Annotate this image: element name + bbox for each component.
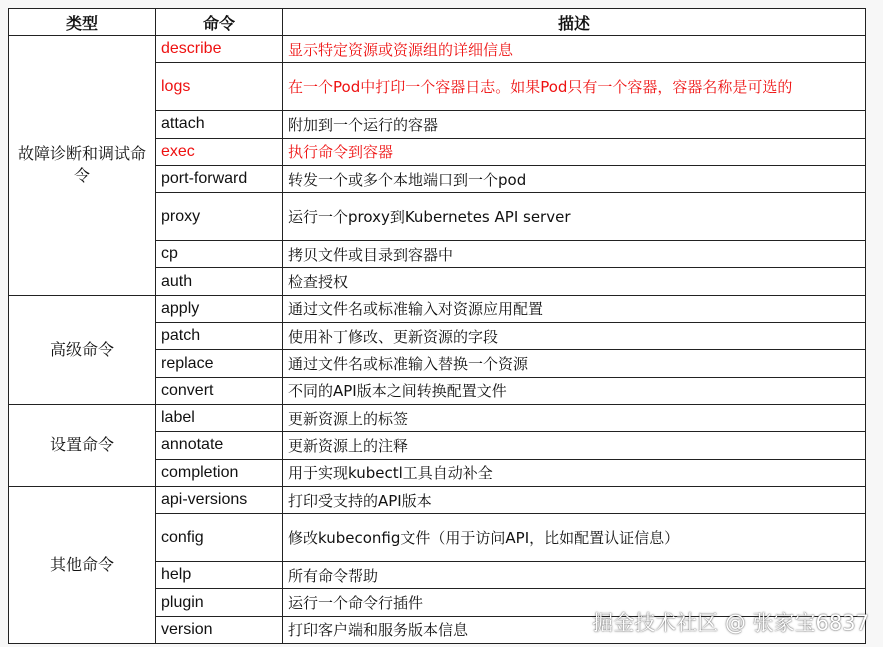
command-cell: help xyxy=(156,562,283,589)
command-cell: version xyxy=(156,616,283,643)
category-cell: 设置命令 xyxy=(9,404,156,486)
description-cell: 运行一个命令行插件 xyxy=(283,589,866,616)
description-cell: 不同的API版本之间转换配置文件 xyxy=(283,377,866,404)
header-type: 类型 xyxy=(9,9,156,36)
description-cell: 附加到一个运行的容器 xyxy=(283,111,866,138)
description-cell: 执行命令到容器 xyxy=(283,138,866,165)
command-cell: apply xyxy=(156,295,283,322)
command-cell: label xyxy=(156,404,283,431)
description-cell: 运行一个proxy到Kubernetes API server xyxy=(283,193,866,241)
description-cell: 修改kubeconfig文件（用于访问API，比如配置认证信息） xyxy=(283,514,866,562)
table-header-row xyxy=(9,9,866,36)
description-cell: 通过文件名或标准输入替换一个资源 xyxy=(283,350,866,377)
command-cell: replace xyxy=(156,350,283,377)
description-cell: 所有命令帮助 xyxy=(283,562,866,589)
command-cell: convert xyxy=(156,377,283,404)
header-command: 命令 xyxy=(156,9,283,36)
command-cell: describe xyxy=(156,36,283,63)
command-cell: proxy xyxy=(156,193,283,241)
description-cell: 用于实现kubectl工具自动补全 xyxy=(283,459,866,486)
description-cell: 转发一个或多个本地端口到一个pod xyxy=(283,165,866,192)
command-cell: logs xyxy=(156,63,283,111)
kubectl-command-table xyxy=(8,8,866,644)
description-cell: 更新资源上的注释 xyxy=(283,432,866,459)
table-row xyxy=(9,404,866,431)
command-cell: auth xyxy=(156,268,283,295)
command-cell: config xyxy=(156,514,283,562)
description-cell: 拷贝文件或目录到容器中 xyxy=(283,241,866,268)
category-cell: 故障诊断和调试命令 xyxy=(9,36,156,296)
watermark: 掘金技术社区 @ 张家宝6837 xyxy=(592,611,869,635)
table-row xyxy=(9,36,866,63)
table-body xyxy=(9,36,866,644)
command-cell: annotate xyxy=(156,432,283,459)
description-cell: 打印客户端和服务版本信息 xyxy=(283,616,866,643)
category-cell: 其他命令 xyxy=(9,486,156,643)
header-description: 描述 xyxy=(283,9,866,36)
description-cell: 打印受支持的API版本 xyxy=(283,486,866,513)
command-cell: exec xyxy=(156,138,283,165)
command-cell: api-versions xyxy=(156,486,283,513)
command-cell: port-forward xyxy=(156,165,283,192)
table-row xyxy=(9,295,866,322)
description-cell: 检查授权 xyxy=(283,268,866,295)
table-row xyxy=(9,486,866,513)
command-cell: patch xyxy=(156,323,283,350)
description-cell: 通过文件名或标准输入对资源应用配置 xyxy=(283,295,866,322)
description-cell: 更新资源上的标签 xyxy=(283,404,866,431)
description-cell: 在一个Pod中打印一个容器日志。如果Pod只有一个容器，容器名称是可选的 xyxy=(283,63,866,111)
description-cell: 显示特定资源或资源组的详细信息 xyxy=(283,36,866,63)
command-cell: completion xyxy=(156,459,283,486)
command-cell: plugin xyxy=(156,589,283,616)
description-cell: 使用补丁修改、更新资源的字段 xyxy=(283,323,866,350)
command-cell: cp xyxy=(156,241,283,268)
command-cell: attach xyxy=(156,111,283,138)
category-cell: 高级命令 xyxy=(9,295,156,404)
